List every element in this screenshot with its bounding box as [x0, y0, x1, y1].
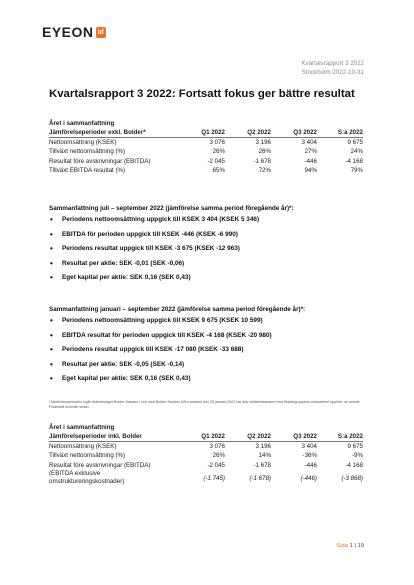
report-date: Stockholm 2022-10-31: [301, 69, 364, 76]
page-number: [336, 543, 364, 549]
table-cell: 24%: [350, 148, 363, 156]
table-cell: -9%: [351, 452, 363, 460]
footnote: *Jämförelseperioden ingår dotterbolaget Bolder Sweden i och med Bolder Sweden AB:s konkurs den 25 januari 2022 har alla mellanhavanden med Boldergruppens verksamhet upphört, se avsnitt Finansiell översikt nedan.: [49, 400, 360, 409]
table-header-cell: Q2 2022: [247, 129, 271, 136]
table-cell: -4 168: [345, 157, 363, 165]
list-item: • Resultat per aktie: SEK -0,01 (SEK -0,06): [49, 259, 259, 274]
table-cell: -4 168: [345, 461, 363, 469]
list-item: • Periodens resultat uppgick till KSEK -17 080 (KSEK -33 688): [49, 345, 272, 360]
logo-badge: id: [97, 28, 104, 36]
table-cell: -1 678: [253, 157, 271, 165]
table-cell: (-1 745): [203, 475, 225, 483]
list-item: • Periodens nettoomsättning uppgick till KSEK 9 675 (KSEK 10 599): [49, 316, 272, 331]
table-header-cell: Q3 2022: [293, 129, 317, 136]
table-cell: Nettoomsättning (KSEK): [49, 442, 117, 450]
list-item: • Periodens resultat uppgick till KSEK -3 675 (KSEK -12 963): [49, 244, 259, 259]
table-cell-line: (EBITDA exklusive: [49, 470, 101, 478]
summary-table-incl-bolder: [49, 423, 363, 487]
table-row: [49, 147, 363, 157]
table-cell: Tillväxt nettoomsättning (%): [49, 452, 126, 460]
table-cell: 9 675: [347, 442, 363, 450]
table-cell: 3 076: [209, 138, 225, 146]
summary-table-excl-bolder: [49, 119, 363, 176]
report-meta: [301, 59, 364, 77]
list-item: • Eget kapital per aktie: SEK 0,16 (SEK 0,43): [49, 273, 259, 288]
table-header-cell: Jämförelseperioder exkl. Bolder*: [49, 129, 146, 136]
summary-q3-list: [49, 215, 259, 288]
table-header-cell: S:a 2022: [337, 129, 363, 136]
list-item: • EBITDA för perioden uppgick till KSEK -446 (KSEK -6 990): [49, 230, 259, 245]
table-header-row: [49, 128, 363, 138]
page-label: Sida: [336, 543, 348, 549]
summary-ytd-list: [49, 316, 272, 389]
table-cell-line: omstruktureringskostnader): [49, 478, 125, 486]
table-cell: [49, 470, 179, 487]
table-cell: -2 045: [207, 157, 225, 165]
table-cell: Nettoomsättning (KSEK): [49, 138, 117, 146]
table-row: [49, 461, 363, 471]
table-cell: 65%: [212, 167, 225, 175]
table-cell: 79%: [350, 167, 363, 175]
table-cell: -1 678: [253, 461, 271, 469]
table-cell: Tillväxt EBITDA resultat (%): [49, 167, 126, 175]
table-cell: -2 045: [207, 461, 225, 469]
table-cell: 9 675: [347, 138, 363, 146]
table-cell: 27%: [304, 148, 317, 156]
summary-ytd-title: Sammanfattning januari – september 2022 (jämförelse samma period föregående år)*:: [49, 306, 306, 313]
table-cell: Resultat före avskrivningar (EBITDA): [49, 461, 151, 469]
table-cell: Resultat före avskrivningar (EBITDA): [49, 157, 151, 165]
table-cell: (-1 678): [249, 475, 271, 483]
table-cell: Tillväxt nettoomsättning (%): [49, 148, 126, 156]
table-header-cell: Q2 2022: [247, 433, 271, 440]
table-header-cell: S:a 2022: [337, 433, 363, 440]
list-item: • Periodens nettoomsättning uppgick till KSEK 3 404 (KSEK 5 346): [49, 215, 259, 230]
table-header-cell: Q3 2022: [293, 433, 317, 440]
list-item: • EBITDA resultat för perioden uppgick till KSEK -4 168 (KSEK -20 980): [49, 331, 272, 346]
table-header-row: [49, 432, 363, 442]
table-row: [49, 157, 363, 167]
table-cell: 26%: [258, 148, 271, 156]
eyeon-logo: [42, 24, 106, 40]
table-cell: (-446): [300, 475, 317, 483]
table-cell: 26%: [212, 148, 225, 156]
list-item: • Eget kapital per aktie: SEK 0,16 (SEK 0,43): [49, 374, 272, 389]
table-header-cell: Q1 2022: [201, 129, 225, 136]
logo-text: EYEON: [42, 24, 94, 40]
table-section-title: Året i sammanfattning: [49, 120, 115, 127]
table-cell: 3 196: [255, 442, 271, 450]
table-cell: 14%: [258, 452, 271, 460]
table-cell: 26%: [212, 452, 225, 460]
page-count: 1 | 19: [349, 543, 364, 549]
table-row: [49, 442, 363, 452]
table-row: [49, 451, 363, 461]
table-cell: 3 404: [301, 442, 317, 450]
table-cell: 94%: [304, 167, 317, 175]
table-cell: 3 076: [209, 442, 225, 450]
table-row: [49, 470, 363, 487]
table-header-cell: Q1 2022: [201, 433, 225, 440]
table-cell: -36%: [302, 452, 317, 460]
table-cell: -446: [304, 461, 317, 469]
table-cell: (-3 868): [341, 475, 363, 483]
table-cell: 3 404: [301, 138, 317, 146]
table-cell: 3 196: [255, 138, 271, 146]
report-name: Kvartalsrapport 3 2022: [301, 60, 364, 67]
table-row: [49, 138, 363, 148]
table-header-cell: Jämförelseperioder inkl. Bolder: [49, 433, 142, 440]
table-cell: 72%: [258, 167, 271, 175]
table-row: [49, 166, 363, 176]
table-section-title: Året i sammanfattning: [49, 424, 115, 431]
summary-q3-title: Sammanfattning juli – september 2022 (jämförelse samma period föregående år)*:: [49, 205, 294, 212]
table-cell: -446: [304, 157, 317, 165]
page-title: Kvartalsrapport 3 2022: Fortsatt fokus ger bättre resultat: [49, 88, 355, 100]
list-item: • Resultat per aktie: SEK -0,05 (SEK -0,14): [49, 360, 272, 375]
